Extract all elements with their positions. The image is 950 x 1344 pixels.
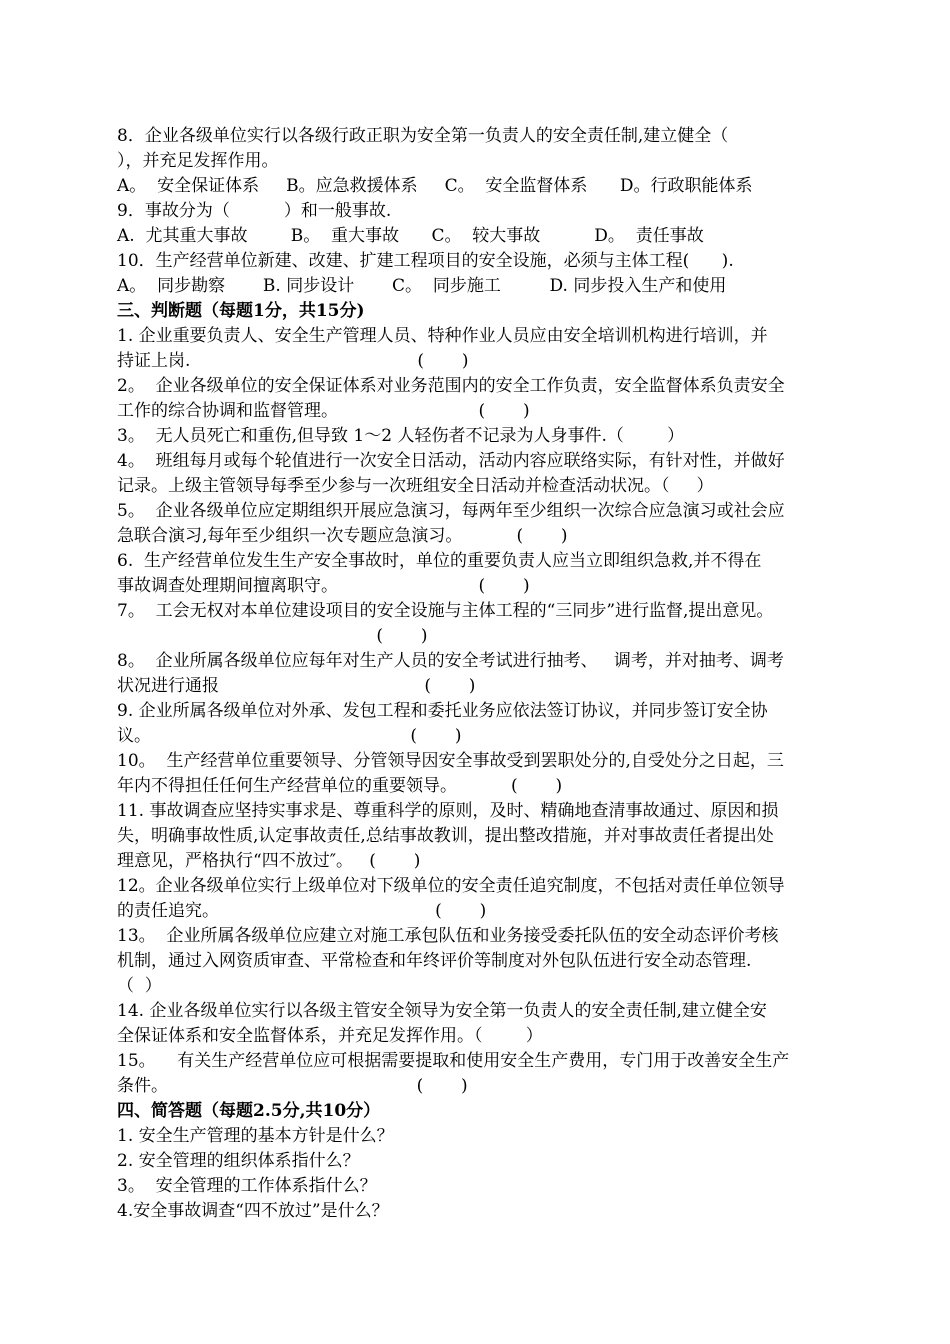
judgment-15-line-2: 条件。 ( ) bbox=[117, 1076, 468, 1096]
judgment-4-line-1: 4。 班组每月或每个轮值进行一次安全日活动，活动内容应联络实际，有针对性，并做好 bbox=[117, 451, 785, 471]
question-8-line-1: 8．企业各级单位实行以各级行政正职为安全第一负责人的安全责任制,建立健全（ bbox=[117, 126, 729, 146]
judgment-9-line-2: 议。 ( ) bbox=[117, 726, 462, 746]
question-9: 9．事故分为（ ）和一般事故. bbox=[117, 201, 392, 221]
judgment-11-line-2: 失，明确事故性质,认定事故责任,总结事故教训，提出整改措施，并对事故责任者提出处 bbox=[117, 826, 774, 846]
judgment-14-line-2: 全保证体系和安全监督体系，并充足发挥作用。（ ） bbox=[117, 1026, 543, 1046]
question-10-options: A。 同步勘察 B. 同步设计 C。 同步施工 D. 同步投入生产和使用 bbox=[117, 276, 727, 296]
question-8-options: A。 安全保证体系 B。应急救援体系 C。 安全监督体系 D。行政职能体系 bbox=[117, 176, 753, 196]
judgment-3: 3。 无人员死亡和重伤,但导致 1～2 人轻伤者不记录为人身事件.（ ） bbox=[117, 426, 685, 446]
short-answer-3: 3。 安全管理的工作体系指什么？ bbox=[117, 1176, 377, 1196]
judgment-6-line-2: 事故调查处理期间擅离职守。 ( ) bbox=[117, 576, 530, 596]
section-heading-short-answer: 四、简答题（每题2.5分,共10分） bbox=[117, 1101, 381, 1121]
judgment-7-line-2: ( ) bbox=[117, 626, 428, 646]
judgment-14-line-1: 14. 企业各级单位实行以各级主管安全领导为安全第一负责人的安全责任制,建立健全安 bbox=[117, 1001, 767, 1021]
judgment-8-line-1: 8。 企业所属各级单位应每年对生产人员的安全考试进行抽考、 调考，并对抽考、调考 bbox=[117, 651, 784, 671]
judgment-10-line-1: 10。 生产经营单位重要领导、分管领导因安全事故受到罢职处分的,自受处分之日起，三 bbox=[117, 751, 784, 771]
judgment-15-line-1: 15。 有关生产经营单位应可根据需要提取和使用安全生产费用，专门用于改善安全生产 bbox=[117, 1051, 790, 1071]
judgment-13-line-3: （ ） bbox=[117, 976, 162, 996]
short-answer-2: 2. 安全管理的组织体系指什么？ bbox=[117, 1151, 360, 1171]
judgment-1-line-1: 1. 企业重要负责人、安全生产管理人员、特种作业人员应由安全培训机构进行培训，并 bbox=[117, 326, 768, 346]
judgment-2-line-2: 工作的综合协调和监督管理。 ( ) bbox=[117, 401, 530, 421]
judgment-6-line-1: 6. 生产经营单位发生生产安全事故时，单位的重要负责人应当立即组织急救,并不得在 bbox=[117, 551, 762, 571]
question-8-line-2: ），并充足发挥作用。 bbox=[117, 151, 279, 171]
judgment-5-line-1: 5。 企业各级单位应定期组织开展应急演习，每两年至少组织一次综合应急演习或社会应 bbox=[117, 501, 785, 521]
judgment-13-line-2: 机制，通过入网资质审查、平常检查和年终评价等制度对外包队伍进行安全动态管理. bbox=[117, 951, 752, 971]
judgment-12-line-2: 的责任追究。 ( ) bbox=[117, 901, 487, 921]
judgment-8-line-2: 状况进行通报 ( ) bbox=[117, 676, 476, 696]
judgment-2-line-1: 2。 企业各级单位的安全保证体系对业务范围内的安全工作负责，安全监督体系负责安全 bbox=[117, 376, 785, 396]
short-answer-1: 1. 安全生产管理的基本方针是什么？ bbox=[117, 1126, 394, 1146]
judgment-12-line-1: 12。企业各级单位实行上级单位对下级单位的安全责任追究制度，不包括对责任单位领导 bbox=[117, 876, 785, 896]
judgment-11-line-3: 理意见，严格执行“四不放过″。 ( ) bbox=[117, 851, 421, 871]
question-10: 10．生产经营单位新建、改建、扩建工程项目的安全设施，必须与主体工程( ). bbox=[117, 251, 734, 271]
judgment-5-line-2: 急联合演习,每年至少组织一次专题应急演习。 ( ) bbox=[117, 526, 568, 546]
question-9-options: A. 尤其重大事故 B。 重大事故 C。 较大事故 D。 责任事故 bbox=[117, 226, 704, 246]
judgment-10-line-2: 年内不得担任任何生产经营单位的重要领导。 ( ) bbox=[117, 776, 563, 796]
judgment-1-line-2: 持证上岗. ( ) bbox=[117, 351, 469, 371]
judgment-13-line-1: 13。 企业所属各级单位应建立对施工承包队伍和业务接受委托队伍的安全动态评价考核 bbox=[117, 926, 779, 946]
judgment-7-line-1: 7。 工会无权对本单位建设项目的安全设施与主体工程的“三同步”进行监督,提出意见。 bbox=[117, 601, 774, 621]
judgment-9-line-1: 9. 企业所属各级单位对外承、发包工程和委托业务应依法签订协议，并同步签订安全协 bbox=[117, 701, 768, 721]
section-heading-judgment: 三、判断题（每题1分，共15分) bbox=[117, 301, 365, 321]
judgment-11-line-1: 11. 事故调查应坚持实事求是、尊重科学的原则，及时、精确地查清事故通过、原因和损 bbox=[117, 801, 779, 821]
short-answer-4: 4.安全事故调查“四不放过”是什么？ bbox=[117, 1201, 389, 1221]
judgment-4-line-2: 记录。上级主管领导每季至少参与一次班组安全日活动并检查活动状况。（ ） bbox=[117, 476, 714, 496]
